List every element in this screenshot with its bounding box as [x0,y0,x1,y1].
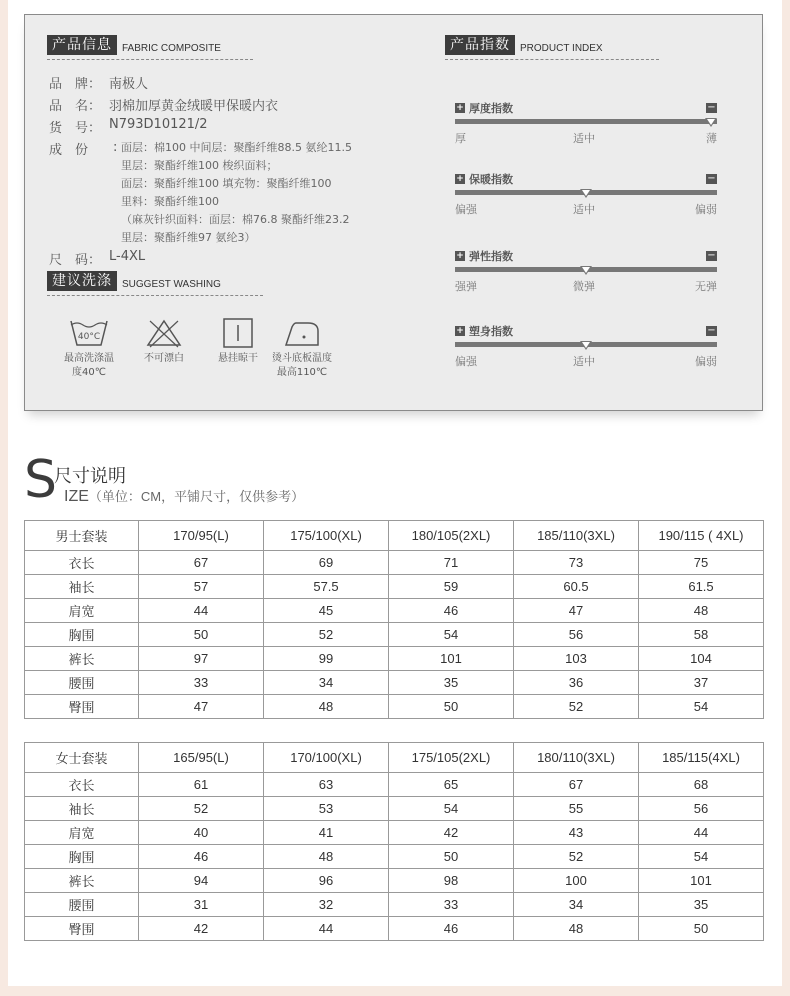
table-cell: 54 [639,845,764,869]
index-label-mid: 适中 [573,355,595,368]
table-header-cell: 170/100(XL) [264,743,389,773]
table-cell: 54 [389,623,514,647]
fabric-composite-title: 产品信息 [47,35,117,55]
brand-label: 品 牌： [49,77,102,92]
table-header-cell: 180/105(2XL) [389,521,514,551]
table-cell: 57.5 [264,575,389,599]
table-cell: 65 [389,773,514,797]
table-cell: 40 [139,821,264,845]
index-title: 厚度指数 [469,102,513,115]
size-range-row [49,249,145,268]
table-cell: 50 [389,695,514,719]
composition-label: 成 份 [49,143,89,158]
minus-icon: − [707,325,716,336]
minus-icon: − [707,250,716,261]
table-cell: 42 [139,917,264,941]
table-cell: 67 [139,551,264,575]
hang-dry-item [211,317,265,366]
table-cell: 46 [389,917,514,941]
composition-line: 面层：聚酯纤维100 填充物：聚酯纤维100 [121,177,332,190]
table-cell: 35 [639,893,764,917]
table-cell: 50 [389,845,514,869]
index-label-right: 薄 [706,132,717,145]
table-row [25,551,764,575]
table-cell: 肩宽 [25,821,139,845]
index-label-right: 偏弱 [695,203,717,216]
product-index-divider [445,59,659,60]
table-header-cell: 女士套装 [25,743,139,773]
product-name-row [49,95,278,114]
product-name-value: 羽棉加厚黄金绒暖甲保暖内衣 [109,99,279,114]
size-range-value: L-4XL [109,249,146,264]
table-cell: 35 [389,671,514,695]
fabric-composite-subtitle: FABRIC COMPOSITE [122,43,221,54]
table-cell: 58 [639,623,764,647]
index-label-left: 厚 [455,132,466,145]
table-cell: 67 [514,773,639,797]
page-frame-right [782,0,790,996]
table-row [25,575,764,599]
table-cell: 54 [389,797,514,821]
table-header-cell: 185/110(3XL) [514,521,639,551]
table-cell: 47 [139,695,264,719]
index-bar [455,342,717,347]
no-bleach-item [139,317,189,366]
composition-row [49,139,109,158]
table-header-cell: 175/100(XL) [264,521,389,551]
index-label-left: 偏强 [455,203,477,216]
table-cell: 48 [514,917,639,941]
table-cell: 94 [139,869,264,893]
table-header-cell: 190/115 ( 4XL) [639,521,764,551]
table-cell: 56 [514,623,639,647]
size-title-en-text: IZE [64,488,89,505]
index-marker [705,118,717,127]
item-number-value: N793D10121/2 [109,117,208,132]
table-header-cell: 165/95(L) [139,743,264,773]
table-cell: 44 [264,917,389,941]
index-title: 保暖指数 [469,173,513,186]
brand-row [49,73,148,92]
table-cell: 60.5 [514,575,639,599]
size-title-en [64,486,304,506]
table-row [25,671,764,695]
table-cell: 46 [139,845,264,869]
table-cell: 41 [264,821,389,845]
table-cell: 肩宽 [25,599,139,623]
item-number-row [49,117,208,136]
iron-text: 烫斗底板温度 [272,353,332,364]
shaping-index [455,324,717,384]
table-cell: 胸围 [25,845,139,869]
table-header-row [25,521,764,551]
page-frame-bottom [0,986,790,996]
item-number-label: 货 号： [49,121,102,136]
index-marker [580,189,592,198]
index-marker [580,341,592,350]
plus-icon: + [456,251,464,261]
table-cell: 32 [264,893,389,917]
page-frame-left [0,0,8,996]
fabric-composite-divider [47,59,253,60]
table-cell: 裤长 [25,869,139,893]
table-cell: 50 [639,917,764,941]
table-cell: 腰围 [25,893,139,917]
table-header-cell: 男士套装 [25,521,139,551]
composition-line: （麻灰针织面料：面层：棉76.8 聚酯纤维23.2 [121,213,350,226]
table-cell: 100 [514,869,639,893]
suggest-washing-heading [47,271,221,291]
table-cell: 55 [514,797,639,821]
no-bleach-icon [144,317,184,349]
composition-line: 里层：聚酯纤维97 氨纶3） [121,231,256,244]
index-label-right: 无弹 [695,280,717,293]
size-title-cn: 尺寸说明 [54,466,126,487]
index-label-right: 偏弱 [695,355,717,368]
table-cell: 57 [139,575,264,599]
table-cell: 42 [389,821,514,845]
table-header-cell: 170/95(L) [139,521,264,551]
table-cell: 33 [139,671,264,695]
table-row [25,599,764,623]
suggest-washing-subtitle: SUGGEST WASHING [122,279,221,290]
composition-colon: : [113,140,118,155]
wash-temp-text: 40°C [77,332,101,342]
product-info-card [24,14,763,411]
iron-text: 最高110℃ [276,367,328,378]
table-cell: 50 [139,623,264,647]
table-cell: 臀围 [25,695,139,719]
warmth-index [455,172,717,232]
plus-icon: + [456,103,464,113]
table-row [25,695,764,719]
table-cell: 48 [639,599,764,623]
table-cell: 56 [639,797,764,821]
table-header-cell: 175/105(2XL) [389,743,514,773]
index-label-mid: 适中 [573,203,595,216]
table-row [25,869,764,893]
women-size-table [24,742,764,941]
table-cell: 腰围 [25,671,139,695]
wash-tub-icon [69,317,109,349]
index-bar [455,119,717,124]
table-cell: 袖长 [25,575,139,599]
index-title: 弹性指数 [469,250,513,263]
wash-text: 最高洗涤温 [64,353,114,364]
table-cell: 96 [264,869,389,893]
product-index-subtitle: PRODUCT INDEX [520,43,603,54]
table-cell: 103 [514,647,639,671]
table-cell: 48 [264,845,389,869]
minus-icon: − [707,102,716,113]
table-cell: 98 [389,869,514,893]
table-cell: 裤长 [25,647,139,671]
minus-icon: − [707,173,716,184]
table-cell: 胸围 [25,623,139,647]
table-cell: 31 [139,893,264,917]
table-cell: 99 [264,647,389,671]
product-index-title: 产品指数 [445,35,515,55]
table-cell: 54 [639,695,764,719]
table-header-row [25,743,764,773]
product-index-heading [445,35,603,55]
table-cell: 37 [639,671,764,695]
index-bar [455,190,717,195]
table-row [25,773,764,797]
index-label-left: 强弹 [455,280,477,293]
plus-icon: + [456,326,464,336]
table-cell: 52 [514,695,639,719]
table-row [25,623,764,647]
table-row [25,845,764,869]
suggest-washing-title: 建议洗涤 [47,271,117,291]
brand-value: 南极人 [109,77,149,92]
table-cell: 44 [639,821,764,845]
table-cell: 59 [389,575,514,599]
product-name-label: 品 名： [49,99,102,114]
composition-line: 里层：聚酯纤维100 梭织面料； [121,159,278,172]
table-cell: 33 [389,893,514,917]
table-row [25,647,764,671]
table-cell: 69 [264,551,389,575]
table-row [25,917,764,941]
table-cell: 61.5 [639,575,764,599]
table-header-cell: 185/115(4XL) [639,743,764,773]
table-cell: 97 [139,647,264,671]
table-row [25,797,764,821]
table-row [25,893,764,917]
table-cell: 43 [514,821,639,845]
table-cell: 53 [264,797,389,821]
table-cell: 臀围 [25,917,139,941]
hang-dry-icon [218,317,258,349]
table-cell: 101 [389,647,514,671]
table-cell: 75 [639,551,764,575]
table-cell: 52 [139,797,264,821]
index-bar [455,267,717,272]
iron-icon [282,317,322,349]
table-cell: 61 [139,773,264,797]
table-header-cell: 180/110(3XL) [514,743,639,773]
table-cell: 52 [514,845,639,869]
table-cell: 48 [264,695,389,719]
no-bleach-text: 不可漂白 [144,353,184,364]
table-cell: 101 [639,869,764,893]
table-cell: 袖长 [25,797,139,821]
suggest-washing-divider [47,295,263,296]
table-cell: 52 [264,623,389,647]
table-row [25,821,764,845]
wash-item [57,317,121,380]
index-label-mid: 适中 [573,132,595,145]
index-title: 塑身指数 [469,325,513,338]
fabric-composite-heading [47,35,221,55]
men-size-table [24,520,764,719]
table-cell: 71 [389,551,514,575]
plus-icon: + [456,174,464,184]
wash-text: 度40℃ [72,367,106,378]
table-cell: 73 [514,551,639,575]
table-cell: 68 [639,773,764,797]
size-range-label: 尺 码： [49,253,102,268]
table-cell: 34 [264,671,389,695]
size-note: （单位：CM，平铺尺寸，仅供参考） [88,489,305,504]
table-cell: 104 [639,647,764,671]
index-label-mid: 微弹 [573,280,595,293]
iron-item [267,317,337,380]
table-cell: 45 [264,599,389,623]
index-marker [580,266,592,275]
composition-line: 里料：聚酯纤维100 [121,195,219,208]
index-label-left: 偏强 [455,355,477,368]
table-cell: 34 [514,893,639,917]
table-cell: 衣长 [25,773,139,797]
composition-line: 面层：棉100 中间层：聚酯纤维88.5 氨纶11.5 [121,141,352,154]
table-cell: 36 [514,671,639,695]
table-cell: 衣长 [25,551,139,575]
elasticity-index [455,249,717,309]
size-big-letter: S [24,450,58,510]
thickness-index [455,101,717,161]
table-cell: 46 [389,599,514,623]
table-cell: 63 [264,773,389,797]
table-cell: 44 [139,599,264,623]
hang-dry-text: 悬挂晾干 [218,353,258,364]
table-cell: 47 [514,599,639,623]
